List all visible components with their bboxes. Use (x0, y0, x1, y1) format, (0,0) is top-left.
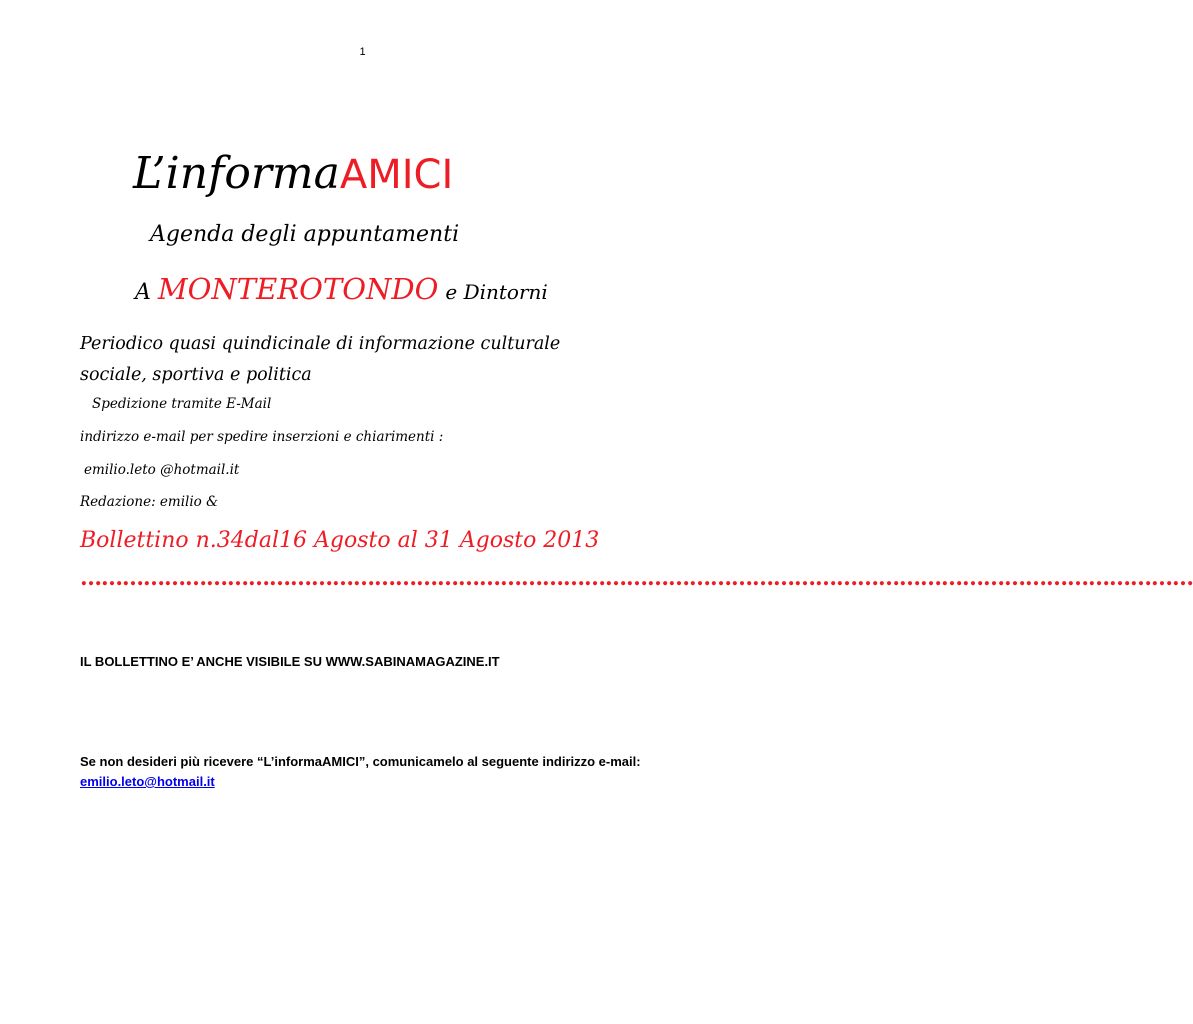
unsubscribe-notice (80, 752, 680, 792)
email-instructions: indirizzo e-mail per spedire inserzioni e chiarimenti : (80, 429, 444, 445)
description-line2: sociale, sportiva e politica (80, 365, 312, 385)
unsubscribe-email-link[interactable]: emilio.leto@hotmail.it (80, 774, 215, 789)
newsletter-title (133, 146, 453, 203)
shipping-note: Spedizione tramite E-Mail (92, 396, 272, 412)
description (80, 329, 670, 391)
agenda-subtitle: Agenda degli appuntamenti (150, 222, 460, 247)
contact-email: emilio.leto @hotmail.it (84, 462, 240, 478)
page-number: 1 (359, 46, 366, 58)
city-line (135, 272, 548, 306)
editorial-staff: Redazione: emilio & (80, 494, 219, 510)
city-prefix: A (135, 280, 151, 305)
title-accent: AMICI (339, 152, 454, 198)
dotted-divider: …………………………………………………………………………………………………………………………………………… (80, 565, 1193, 591)
also-visible-notice: IL BOLLETTINO E’ ANCHE VISIBILE SU WWW.SABINAMAGAZINE.IT (80, 654, 500, 669)
bulletin-number: Bollettino n.34dal16 Agosto al 31 Agosto 2013 (80, 528, 600, 553)
title-prefix: L’informa (133, 148, 340, 199)
city-suffix: e Dintorni (445, 280, 548, 304)
description-line1: Periodico quasi quindicinale di informazione culturale (80, 334, 561, 354)
unsubscribe-text: Se non desideri più ricevere “L’informaAMICI”, comunicamelo al seguente indirizzo e-mail: (80, 754, 641, 769)
city-name: MONTEROTONDO (157, 272, 439, 306)
